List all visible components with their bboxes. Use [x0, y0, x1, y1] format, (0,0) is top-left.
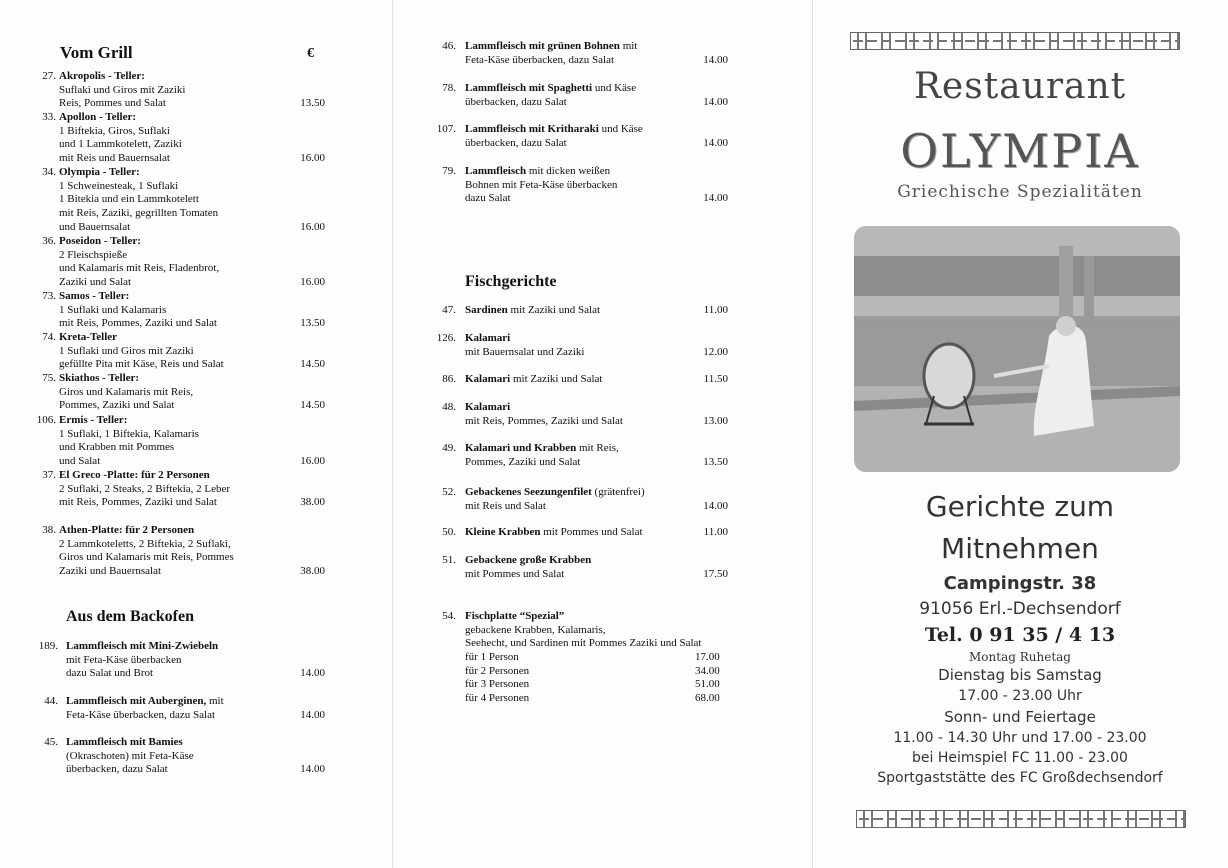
item-number: 38. — [42, 524, 56, 536]
meander-border-bottom — [856, 810, 1186, 828]
meander-border-top — [850, 32, 1180, 50]
item-number: 74. — [42, 331, 56, 343]
item-name-rest: mit — [619, 40, 638, 52]
item-price: 13.00 — [703, 414, 728, 427]
person-price: 68.00 — [695, 692, 720, 705]
item-number: 86. — [442, 373, 456, 385]
item-desc: Zaziki und Bauernsalat — [59, 565, 162, 578]
closed-day: Montag Ruhetag — [969, 650, 1071, 664]
item-name-rest: mit Reis, — [576, 442, 619, 454]
restaurant-name: OLYMPIA — [900, 124, 1140, 178]
item-desc: und Salat — [59, 455, 101, 468]
item-number: 52. — [442, 486, 456, 498]
item-price: 11.50 — [703, 373, 728, 385]
person-price: 51.00 — [695, 678, 720, 691]
item-price: 38.00 — [300, 496, 325, 509]
item-desc: 2 Fleischspieße — [59, 248, 128, 261]
item-number: 107. — [436, 123, 456, 135]
item-number: 37. — [42, 469, 56, 481]
item-number: 44. — [44, 695, 58, 707]
item-name: Poseidon - Teller: — [59, 235, 141, 247]
panel-lamm-fisch — [392, 0, 812, 868]
item-name: Lammfleisch mit Bamies — [66, 736, 183, 748]
item-desc: überbacken, dazu Salat — [465, 136, 567, 149]
item-name-rest: mit dicken weißen — [526, 165, 611, 177]
person-price: 17.00 — [695, 651, 720, 664]
item-desc: 1 Suflaki und Kalamaris — [59, 303, 167, 316]
item-number: 78. — [442, 82, 456, 94]
holiday-label: Sonn- und Feiertage — [944, 708, 1096, 726]
address-city: 91056 Erl.-Dechsendorf — [919, 599, 1121, 619]
item-price: 14.00 — [703, 53, 728, 66]
person-label: für 4 Personen — [465, 692, 530, 705]
item-desc: überbacken, dazu Salat — [66, 763, 168, 776]
item-number: 126. — [436, 332, 456, 344]
item-number: 73. — [42, 290, 56, 302]
item-price: 16.00 — [300, 152, 325, 165]
section-title-fisch: Fischgerichte — [465, 273, 557, 290]
item-name: Apollon - Teller: — [59, 111, 137, 123]
item-desc: Suflaki und Giros mit Zaziki — [59, 83, 186, 96]
item-price: 12.00 — [703, 345, 728, 358]
item-number: 51. — [442, 554, 456, 566]
item-number: 45. — [44, 736, 58, 748]
item-number: 49. — [442, 442, 456, 454]
item-number: 79. — [442, 165, 456, 177]
item-number: 27. — [42, 70, 56, 82]
item-desc: 1 Biftekia, Giros, Suflaki — [59, 124, 170, 137]
item-price: 11.00 — [703, 304, 728, 316]
currency-symbol: € — [307, 46, 314, 61]
item-name: Akropolis - Teller: — [59, 70, 145, 82]
item-price: 14.00 — [703, 499, 728, 512]
item-name: El Greco -Platte: für 2 Personen — [59, 469, 210, 481]
item-desc: und Bauernsalat — [59, 220, 131, 233]
item-price: 13.50 — [703, 455, 728, 468]
item-price: 16.00 — [300, 455, 325, 468]
item-price: 14.00 — [703, 192, 728, 205]
item-desc: Giros und Kalamaris mit Reis, — [59, 385, 194, 398]
item-name-rest: mit — [206, 695, 224, 707]
item-name: Kalamari und Krabben — [465, 442, 577, 454]
item-price: 14.00 — [300, 763, 325, 776]
item-name: Athen-Platte: für 2 Personen — [59, 524, 195, 536]
item-number: 54. — [442, 610, 456, 622]
item-desc: mit Reis und Bauernsalat — [59, 152, 170, 165]
item-price: 14.00 — [300, 708, 325, 721]
item-desc: Pommes, Zaziki und Salat — [59, 399, 175, 412]
item-price: 14.50 — [300, 358, 325, 371]
item-price: 14.00 — [703, 95, 728, 108]
item-number: 189. — [38, 640, 58, 652]
photo-olympia-torch — [854, 226, 1180, 472]
restaurant-subtitle: Griechische Spezialitäten — [897, 182, 1143, 202]
item-price: 13.50 — [300, 317, 325, 330]
address-street: Campingstr. 38 — [943, 573, 1097, 594]
item-desc: und Krabben mit Pommes — [59, 441, 175, 454]
fc-hours: bei Heimspiel FC 11.00 - 23.00 — [912, 750, 1128, 766]
item-desc: und Kalamaris mit Reis, Fladenbrot, — [59, 262, 220, 275]
item-number: 50. — [442, 526, 456, 538]
item-name-rest: (grätenfrei) — [591, 486, 645, 498]
item-desc: gefüllte Pita mit Käse, Reis und Salat — [59, 358, 224, 371]
item-desc: mit Bauernsalat und Zaziki — [465, 345, 585, 358]
takeaway-title-1: Gerichte zum — [925, 490, 1115, 523]
item-desc: Reis, Pommes und Salat — [59, 97, 166, 110]
item-name: Sardinen — [465, 304, 508, 316]
item-desc: 2 Suflaki, 2 Steaks, 2 Biftekia, 2 Leber — [59, 482, 231, 495]
item-name: Fischplatte “Spezial” — [465, 610, 565, 622]
item-name: Skiathos - Teller: — [59, 372, 140, 384]
person-label: für 1 Person — [465, 651, 519, 664]
item-name: Olympia - Teller: — [59, 166, 140, 178]
item-number: 34. — [42, 166, 56, 178]
item-desc: mit Reis und Salat — [465, 499, 546, 512]
item-name: Lammfleisch mit Kritharaki — [465, 123, 599, 135]
item-name: Gebackene große Krabben — [465, 554, 592, 566]
item-name: Lammfleisch — [465, 165, 527, 177]
item-price: 16.00 — [300, 220, 325, 233]
item-name: Kleine Krabben — [465, 526, 541, 538]
person-row — [465, 692, 720, 706]
club-name: Sportgaststätte des FC Großdechsendorf — [877, 770, 1163, 786]
item-price: 38.00 — [300, 565, 325, 578]
item-number: 106. — [36, 414, 56, 426]
item-desc: 1 Suflaki und Giros mit Zaziki — [59, 344, 194, 357]
open-days: Dienstag bis Samstag — [938, 666, 1102, 684]
section-title-backofen: Aus dem Backofen — [66, 608, 195, 625]
person-row — [465, 664, 720, 679]
item-desc: Feta-Käse überbacken, dazu Salat — [66, 708, 216, 721]
item-price: 11.00 — [703, 526, 728, 538]
item-name: Lammfleisch mit Spaghetti — [465, 82, 593, 94]
item-desc: dazu Salat und Brot — [66, 667, 154, 680]
item-desc: mit Reis, Zaziki, gegrillten Tomaten — [59, 207, 219, 220]
item-desc: Pommes, Zaziki und Salat — [465, 455, 581, 468]
item-desc: dazu Salat — [465, 192, 511, 205]
item-name: Ermis - Teller: — [59, 414, 128, 426]
takeaway-title-2: Mitnehmen — [941, 532, 1099, 565]
holiday-hours: 11.00 - 14.30 Uhr und 17.00 - 23.00 — [893, 730, 1147, 746]
section-title-grill: Vom Grill — [60, 43, 133, 62]
item-desc: Seehecht, und Sardinen mit Pommes Zaziki und Salat — [465, 637, 702, 650]
item-desc: Feta-Käse überbacken, dazu Salat — [465, 53, 615, 66]
item-desc: 1 Suflaki, 1 Biftekia, Kalamaris — [59, 427, 199, 440]
item-name: Kreta-Teller — [59, 331, 118, 343]
item-name-rest: und Käse — [598, 123, 643, 135]
panel-grill — [0, 0, 392, 868]
item-desc: 1 Bitekia und ein Lammkotelett — [59, 193, 199, 206]
item-desc: mit Feta-Käse überbacken — [66, 653, 182, 666]
open-hours: 17.00 - 23.00 Uhr — [958, 688, 1082, 704]
item-price: 13.50 — [300, 97, 325, 110]
item-name: Kalamari — [465, 332, 511, 344]
item-desc: und 1 Lammkotelett, Zaziki — [59, 138, 182, 151]
item-name-rest: mit Zaziki und Salat — [510, 373, 603, 385]
item-desc: 2 Lammkoteletts, 2 Biftekia, 2 Suflaki, — [59, 537, 231, 550]
item-number: 48. — [442, 401, 456, 413]
person-price: 34.00 — [695, 664, 720, 677]
item-number: 33. — [42, 111, 56, 123]
person-label: für 3 Personen — [465, 678, 530, 691]
item-number: 36. — [42, 235, 56, 247]
item-name: Kalamari — [465, 373, 511, 385]
item-desc: Zaziki und Salat — [59, 276, 132, 289]
item-price: 14.00 — [703, 136, 728, 149]
item-number: 46. — [442, 40, 456, 52]
item-desc: Giros und Kalamaris mit Reis, Pommes — [59, 551, 234, 564]
restaurant-label: Restaurant — [913, 66, 1127, 107]
item-price: 16.00 — [300, 276, 325, 289]
item-price: 14.00 — [300, 667, 325, 680]
item-name-rest: mit Zaziki und Salat — [507, 304, 601, 316]
item-number: 47. — [442, 304, 456, 316]
item-name: Lammfleisch mit grünen Bohnen — [465, 40, 620, 52]
item-desc: Bohnen mit Feta-Käse überbacken — [465, 178, 618, 191]
item-name: Kalamari — [465, 401, 511, 413]
item-name-rest: und Käse — [592, 82, 637, 94]
phone-number: Tel. 0 91 35 / 4 13 — [924, 624, 1116, 646]
item-price: 14.50 — [300, 399, 325, 412]
person-row — [465, 678, 720, 692]
item-desc: mit Reis, Pommes, Zaziki und Salat — [465, 414, 623, 427]
item-name: Lammfleisch mit Mini-Zwiebeln — [66, 640, 219, 652]
item-desc: 1 Schweinesteak, 1 Suflaki — [59, 179, 179, 192]
item-price: 17.50 — [703, 567, 728, 580]
item-name-rest: mit Pommes und Salat — [540, 526, 643, 538]
person-label: für 2 Personen — [465, 664, 530, 677]
item-desc: (Okraschoten) mit Feta-Käse — [66, 749, 194, 762]
item-name: Gebackenes Seezungenfilet — [465, 486, 592, 498]
item-name: Lammfleisch mit Auberginen, — [66, 695, 207, 707]
photo-illustration — [854, 226, 1180, 472]
item-name: Samos - Teller: — [59, 290, 130, 302]
item-desc: gebackene Krabben, Kalamaris, — [465, 623, 606, 636]
person-row — [465, 651, 720, 665]
item-desc: überbacken, dazu Salat — [465, 95, 567, 108]
item-desc: mit Reis, Pommes, Zaziki und Salat — [59, 496, 217, 509]
item-desc: mit Pommes und Salat — [465, 567, 565, 580]
item-number: 75. — [42, 372, 56, 384]
item-desc: mit Reis, Pommes, Zaziki und Salat — [59, 317, 217, 330]
